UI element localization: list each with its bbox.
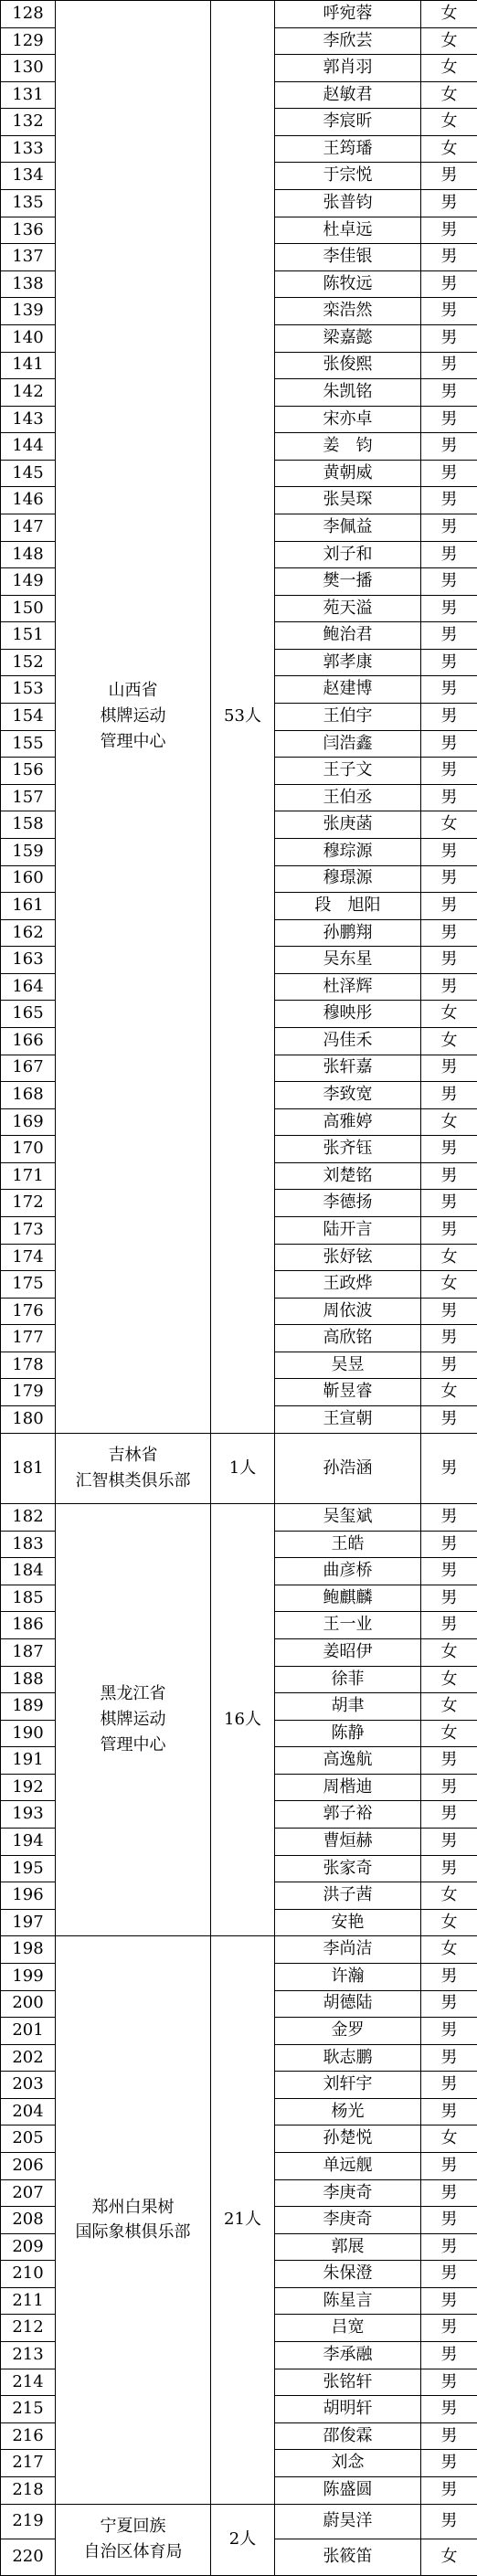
table-row xyxy=(1,1433,477,1503)
serial-number-cell: 140 xyxy=(1,324,56,352)
serial-number-cell: 129 xyxy=(1,27,56,55)
gender-cell: 男 xyxy=(421,730,477,758)
serial-number-cell: 217 xyxy=(1,2450,56,2477)
unit-cell: 郑州白果树 国际象棋俱乐部 xyxy=(56,1936,211,2504)
serial-number-cell: 148 xyxy=(1,541,56,568)
gender-cell: 男 xyxy=(421,1990,477,2018)
serial-number-cell: 213 xyxy=(1,2342,56,2369)
gender-cell: 男 xyxy=(421,1162,477,1190)
gender-cell: 女 xyxy=(421,1027,477,1055)
serial-number-cell: 130 xyxy=(1,55,56,82)
gender-cell: 女 xyxy=(421,1909,477,1936)
serial-number-cell: 196 xyxy=(1,1882,56,1910)
gender-cell: 男 xyxy=(421,1055,477,1082)
serial-number-cell: 162 xyxy=(1,919,56,947)
serial-number-cell: 170 xyxy=(1,1136,56,1163)
participant-name-cell: 周楷迪 xyxy=(275,1774,421,1801)
participant-name-cell: 王一业 xyxy=(275,1612,421,1639)
gender-cell: 男 xyxy=(421,1963,477,1990)
serial-number-cell: 184 xyxy=(1,1558,56,1585)
participant-name-cell: 段 旭阳 xyxy=(275,893,421,920)
participant-name-cell: 洪子茜 xyxy=(275,1882,421,1910)
serial-number-cell: 205 xyxy=(1,2125,56,2153)
serial-number-cell: 208 xyxy=(1,2207,56,2234)
serial-number-cell: 168 xyxy=(1,1082,56,1109)
participant-name-cell: 王伯宇 xyxy=(275,704,421,731)
gender-cell: 女 xyxy=(421,1379,477,1406)
participant-name-cell: 姜 钧 xyxy=(275,433,421,461)
serial-number-cell: 136 xyxy=(1,217,56,244)
participant-name-cell: 徐菲 xyxy=(275,1666,421,1693)
participant-name-cell: 许瀚 xyxy=(275,1963,421,1990)
serial-number-cell: 142 xyxy=(1,379,56,407)
gender-cell: 男 xyxy=(421,244,477,271)
participant-name-cell: 吴玺斌 xyxy=(275,1504,421,1532)
serial-number-cell: 181 xyxy=(1,1433,56,1503)
participant-name-cell: 孙楚悦 xyxy=(275,2125,421,2153)
participant-name-cell: 张妤铉 xyxy=(275,1244,421,1271)
serial-number-cell: 135 xyxy=(1,190,56,217)
gender-cell: 男 xyxy=(421,2315,477,2342)
gender-cell: 男 xyxy=(421,1531,477,1558)
participant-name-cell: 赵敏君 xyxy=(275,81,421,109)
participant-name-cell: 单远舰 xyxy=(275,2152,421,2179)
participant-name-cell: 冯佳禾 xyxy=(275,1027,421,1055)
serial-number-cell: 179 xyxy=(1,1379,56,1406)
serial-number-cell: 156 xyxy=(1,758,56,785)
participant-name-cell: 李欣芸 xyxy=(275,27,421,55)
gender-cell: 男 xyxy=(421,704,477,731)
gender-cell: 男 xyxy=(421,1855,477,1882)
participant-name-cell: 刘楚铭 xyxy=(275,1162,421,1190)
participant-name-cell: 于宗悦 xyxy=(275,163,421,190)
participant-name-cell: 孙鹏翔 xyxy=(275,919,421,947)
serial-number-cell: 183 xyxy=(1,1531,56,1558)
serial-number-cell: 146 xyxy=(1,487,56,514)
participant-name-cell: 安艳 xyxy=(275,1909,421,1936)
serial-number-cell: 161 xyxy=(1,893,56,920)
participant-name-cell: 曲彦桥 xyxy=(275,1558,421,1585)
serial-number-cell: 154 xyxy=(1,704,56,731)
participant-name-cell: 李宸昕 xyxy=(275,109,421,136)
gender-cell: 女 xyxy=(421,27,477,55)
serial-number-cell: 134 xyxy=(1,163,56,190)
gender-cell: 男 xyxy=(421,1406,477,1434)
gender-cell: 男 xyxy=(421,460,477,487)
serial-number-cell: 214 xyxy=(1,2369,56,2396)
participant-name-cell: 李佳银 xyxy=(275,244,421,271)
serial-number-cell: 204 xyxy=(1,2098,56,2125)
serial-number-cell: 210 xyxy=(1,2261,56,2288)
gender-cell: 女 xyxy=(421,81,477,109)
serial-number-cell: 211 xyxy=(1,2287,56,2315)
gender-cell: 女 xyxy=(421,1244,477,1271)
gender-cell: 男 xyxy=(421,784,477,811)
participant-name-cell: 陆开言 xyxy=(275,1217,421,1245)
participant-name-cell: 朱凯铭 xyxy=(275,379,421,407)
headcount-cell: 16人 xyxy=(211,1504,275,1936)
serial-number-cell: 143 xyxy=(1,406,56,433)
participant-name-cell: 李德扬 xyxy=(275,1190,421,1217)
serial-number-cell: 190 xyxy=(1,1720,56,1747)
serial-number-cell: 145 xyxy=(1,460,56,487)
gender-cell: 男 xyxy=(421,190,477,217)
serial-number-cell: 167 xyxy=(1,1055,56,1082)
serial-number-cell: 209 xyxy=(1,2233,56,2261)
participant-name-cell: 曹烜赫 xyxy=(275,1829,421,1856)
participant-name-cell: 张铭轩 xyxy=(275,2369,421,2396)
participant-name-cell: 张庚菡 xyxy=(275,811,421,839)
participant-name-cell: 孙浩涵 xyxy=(275,1433,421,1503)
gender-cell: 男 xyxy=(421,270,477,298)
serial-number-cell: 195 xyxy=(1,1855,56,1882)
participant-name-cell: 宋亦卓 xyxy=(275,406,421,433)
participant-name-cell: 王宣朝 xyxy=(275,1406,421,1434)
participant-name-cell: 吴东星 xyxy=(275,947,421,974)
serial-number-cell: 133 xyxy=(1,135,56,163)
participant-name-cell: 陈星言 xyxy=(275,2287,421,2315)
gender-cell: 男 xyxy=(421,758,477,785)
participant-name-cell: 周依波 xyxy=(275,1298,421,1325)
participant-name-cell: 张家奇 xyxy=(275,1855,421,1882)
serial-number-cell: 193 xyxy=(1,1801,56,1829)
gender-cell: 男 xyxy=(421,2233,477,2261)
gender-cell: 男 xyxy=(421,1747,477,1775)
serial-number-cell: 169 xyxy=(1,1108,56,1136)
serial-number-cell: 178 xyxy=(1,1352,56,1379)
gender-cell: 男 xyxy=(421,1136,477,1163)
participant-name-cell: 鲍治君 xyxy=(275,622,421,650)
serial-number-cell: 174 xyxy=(1,1244,56,1271)
participant-name-cell: 邵俊霖 xyxy=(275,2422,421,2450)
serial-number-cell: 132 xyxy=(1,109,56,136)
headcount-cell: 53人 xyxy=(211,1,275,1434)
participant-name-cell: 王筠璠 xyxy=(275,135,421,163)
participant-name-cell: 穆琮源 xyxy=(275,838,421,865)
participant-name-cell: 杨光 xyxy=(275,2098,421,2125)
gender-cell: 男 xyxy=(421,433,477,461)
serial-number-cell: 194 xyxy=(1,1829,56,1856)
gender-cell: 男 xyxy=(421,2422,477,2450)
participant-name-cell: 杜卓远 xyxy=(275,217,421,244)
gender-cell: 男 xyxy=(421,2261,477,2288)
gender-cell: 男 xyxy=(421,487,477,514)
serial-number-cell: 141 xyxy=(1,352,56,379)
serial-number-cell: 218 xyxy=(1,2476,56,2504)
participant-name-cell: 陈牧远 xyxy=(275,270,421,298)
serial-number-cell: 212 xyxy=(1,2315,56,2342)
gender-cell: 男 xyxy=(421,1558,477,1585)
serial-number-cell: 138 xyxy=(1,270,56,298)
serial-number-cell: 189 xyxy=(1,1693,56,1721)
participant-name-cell: 金罗 xyxy=(275,2018,421,2045)
serial-number-cell: 207 xyxy=(1,2179,56,2207)
participant-name-cell: 呼宛蓉 xyxy=(275,1,421,28)
serial-number-cell: 188 xyxy=(1,1666,56,1693)
serial-number-cell: 180 xyxy=(1,1406,56,1434)
participant-name-cell: 梁嘉懿 xyxy=(275,324,421,352)
participant-name-cell: 高雅婷 xyxy=(275,1108,421,1136)
serial-number-cell: 152 xyxy=(1,649,56,676)
participant-name-cell: 朱保澄 xyxy=(275,2261,421,2288)
participant-name-cell: 栾浩然 xyxy=(275,298,421,325)
serial-number-cell: 155 xyxy=(1,730,56,758)
gender-cell: 女 xyxy=(421,811,477,839)
participant-name-cell: 苑天溢 xyxy=(275,595,421,622)
gender-cell: 男 xyxy=(421,1433,477,1503)
unit-cell: 吉林省 汇智棋类俱乐部 xyxy=(56,1433,211,1503)
serial-number-cell: 185 xyxy=(1,1585,56,1612)
participant-name-cell: 蔚昊洋 xyxy=(275,2504,421,2539)
serial-number-cell: 172 xyxy=(1,1190,56,1217)
unit-cell: 山西省 棋牌运动 管理中心 xyxy=(56,1,211,1434)
participant-name-cell: 刘念 xyxy=(275,2450,421,2477)
participant-name-cell: 李佩益 xyxy=(275,514,421,541)
gender-cell: 男 xyxy=(421,541,477,568)
gender-cell: 男 xyxy=(421,947,477,974)
gender-cell: 女 xyxy=(421,55,477,82)
serial-number-cell: 173 xyxy=(1,1217,56,1245)
gender-cell: 男 xyxy=(421,2018,477,2045)
serial-number-cell: 159 xyxy=(1,838,56,865)
gender-cell: 男 xyxy=(421,568,477,596)
participant-name-cell: 张筱笛 xyxy=(275,2539,421,2576)
gender-cell: 男 xyxy=(421,919,477,947)
table-row xyxy=(1,1936,477,1964)
serial-number-cell: 201 xyxy=(1,2018,56,2045)
gender-cell: 男 xyxy=(421,838,477,865)
serial-number-cell: 182 xyxy=(1,1504,56,1532)
serial-number-cell: 139 xyxy=(1,298,56,325)
gender-cell: 男 xyxy=(421,1190,477,1217)
serial-number-cell: 187 xyxy=(1,1639,56,1667)
gender-cell: 男 xyxy=(421,1325,477,1352)
gender-cell: 男 xyxy=(421,1774,477,1801)
participant-name-cell: 王政烨 xyxy=(275,1271,421,1299)
serial-number-cell: 191 xyxy=(1,1747,56,1775)
serial-number-cell: 175 xyxy=(1,1271,56,1299)
gender-cell: 女 xyxy=(421,1936,477,1964)
table-row xyxy=(1,2504,477,2539)
gender-cell: 女 xyxy=(421,1720,477,1747)
gender-cell: 男 xyxy=(421,217,477,244)
serial-number-cell: 215 xyxy=(1,2396,56,2423)
participant-name-cell: 刘子和 xyxy=(275,541,421,568)
gender-cell: 男 xyxy=(421,163,477,190)
gender-cell: 男 xyxy=(421,298,477,325)
serial-number-cell: 176 xyxy=(1,1298,56,1325)
serial-number-cell: 144 xyxy=(1,433,56,461)
serial-number-cell: 149 xyxy=(1,568,56,596)
participant-name-cell: 高欣铭 xyxy=(275,1325,421,1352)
serial-number-cell: 219 xyxy=(1,2504,56,2539)
serial-number-cell: 206 xyxy=(1,2152,56,2179)
gender-cell: 男 xyxy=(421,1612,477,1639)
gender-cell: 男 xyxy=(421,1082,477,1109)
participant-name-cell: 靳昱睿 xyxy=(275,1379,421,1406)
gender-cell: 男 xyxy=(421,2396,477,2423)
participant-name-cell: 陈盛圆 xyxy=(275,2476,421,2504)
participant-name-cell: 李庚奇 xyxy=(275,2207,421,2234)
gender-cell: 女 xyxy=(421,1108,477,1136)
serial-number-cell: 198 xyxy=(1,1936,56,1964)
participant-name-cell: 黄朝威 xyxy=(275,460,421,487)
participant-name-cell: 穆璟源 xyxy=(275,865,421,893)
participant-name-cell: 樊一播 xyxy=(275,568,421,596)
gender-cell: 男 xyxy=(421,2504,477,2539)
participant-name-cell: 张轩嘉 xyxy=(275,1055,421,1082)
gender-cell: 男 xyxy=(421,2044,477,2072)
participant-name-cell: 张齐钰 xyxy=(275,1136,421,1163)
gender-cell: 男 xyxy=(421,2179,477,2207)
serial-number-cell: 186 xyxy=(1,1612,56,1639)
gender-cell: 男 xyxy=(421,406,477,433)
gender-cell: 男 xyxy=(421,1829,477,1856)
serial-number-cell: 202 xyxy=(1,2044,56,2072)
gender-cell: 女 xyxy=(421,135,477,163)
gender-cell: 男 xyxy=(421,2098,477,2125)
serial-number-cell: 158 xyxy=(1,811,56,839)
serial-number-cell: 171 xyxy=(1,1162,56,1190)
headcount-cell: 1人 xyxy=(211,1433,275,1503)
gender-cell: 男 xyxy=(421,1585,477,1612)
serial-number-cell: 192 xyxy=(1,1774,56,1801)
participant-name-cell: 吕宽 xyxy=(275,2315,421,2342)
gender-cell: 男 xyxy=(421,2369,477,2396)
participant-name-cell: 王伯丞 xyxy=(275,784,421,811)
gender-cell: 男 xyxy=(421,649,477,676)
serial-number-cell: 199 xyxy=(1,1963,56,1990)
table-row xyxy=(1,1504,477,1532)
gender-cell: 男 xyxy=(421,676,477,704)
serial-number-cell: 157 xyxy=(1,784,56,811)
serial-number-cell: 160 xyxy=(1,865,56,893)
serial-number-cell: 128 xyxy=(1,1,56,28)
participant-name-cell: 胡聿 xyxy=(275,1693,421,1721)
participant-name-cell: 姜昭伊 xyxy=(275,1639,421,1667)
gender-cell: 男 xyxy=(421,1504,477,1532)
serial-number-cell: 153 xyxy=(1,676,56,704)
unit-cell: 宁夏回族 自治区体育局 xyxy=(56,2504,211,2576)
serial-number-cell: 197 xyxy=(1,1909,56,1936)
gender-cell: 男 xyxy=(421,1352,477,1379)
participant-name-cell: 刘轩宇 xyxy=(275,2072,421,2099)
participant-name-cell: 杜泽辉 xyxy=(275,973,421,1001)
gender-cell: 男 xyxy=(421,514,477,541)
gender-cell: 女 xyxy=(421,2125,477,2153)
gender-cell: 女 xyxy=(421,1882,477,1910)
gender-cell: 男 xyxy=(421,324,477,352)
serial-number-cell: 216 xyxy=(1,2422,56,2450)
gender-cell: 男 xyxy=(421,2152,477,2179)
gender-cell: 男 xyxy=(421,1801,477,1829)
headcount-cell: 2人 xyxy=(211,2504,275,2576)
gender-cell: 女 xyxy=(421,1639,477,1667)
gender-cell: 女 xyxy=(421,1666,477,1693)
participant-name-cell: 陈静 xyxy=(275,1720,421,1747)
gender-cell: 男 xyxy=(421,2476,477,2504)
gender-cell: 男 xyxy=(421,2450,477,2477)
gender-cell: 男 xyxy=(421,2342,477,2369)
serial-number-cell: 166 xyxy=(1,1027,56,1055)
participant-name-cell: 郭展 xyxy=(275,2233,421,2261)
participant-name-cell: 张普钧 xyxy=(275,190,421,217)
gender-cell: 女 xyxy=(421,2539,477,2576)
table-body xyxy=(1,1,477,2576)
gender-cell: 女 xyxy=(421,1271,477,1299)
table-row xyxy=(1,1,477,28)
serial-number-cell: 147 xyxy=(1,514,56,541)
serial-number-cell: 131 xyxy=(1,81,56,109)
gender-cell: 男 xyxy=(421,973,477,1001)
participant-name-cell: 胡明轩 xyxy=(275,2396,421,2423)
serial-number-cell: 200 xyxy=(1,1990,56,2018)
participant-name-cell: 鲍麒麟 xyxy=(275,1585,421,1612)
gender-cell: 男 xyxy=(421,2287,477,2315)
serial-number-cell: 177 xyxy=(1,1325,56,1352)
participant-name-cell: 张昊琛 xyxy=(275,487,421,514)
participant-name-cell: 耿志鹏 xyxy=(275,2044,421,2072)
participant-name-cell: 郭子裕 xyxy=(275,1801,421,1829)
participant-name-cell: 郭肖羽 xyxy=(275,55,421,82)
serial-number-cell: 165 xyxy=(1,1001,56,1028)
gender-cell: 男 xyxy=(421,1217,477,1245)
gender-cell: 男 xyxy=(421,2207,477,2234)
gender-cell: 男 xyxy=(421,379,477,407)
unit-cell: 黑龙江省 棋牌运动 管理中心 xyxy=(56,1504,211,1936)
participant-name-cell: 郭孝康 xyxy=(275,649,421,676)
participant-name-cell: 李承融 xyxy=(275,2342,421,2369)
gender-cell: 男 xyxy=(421,595,477,622)
participant-name-cell: 李庚奇 xyxy=(275,2179,421,2207)
serial-number-cell: 220 xyxy=(1,2539,56,2576)
gender-cell: 男 xyxy=(421,865,477,893)
participant-name-cell: 胡德陆 xyxy=(275,1990,421,2018)
participant-name-cell: 李致宽 xyxy=(275,1082,421,1109)
serial-number-cell: 163 xyxy=(1,947,56,974)
gender-cell: 女 xyxy=(421,109,477,136)
participant-name-cell: 李尚洁 xyxy=(275,1936,421,1964)
gender-cell: 女 xyxy=(421,1001,477,1028)
participant-name-cell: 王子文 xyxy=(275,758,421,785)
participant-name-cell: 吴昱 xyxy=(275,1352,421,1379)
participant-name-cell: 张俊熙 xyxy=(275,352,421,379)
participant-name-cell: 穆映彤 xyxy=(275,1001,421,1028)
participant-name-cell: 闫浩鑫 xyxy=(275,730,421,758)
gender-cell: 男 xyxy=(421,893,477,920)
gender-cell: 男 xyxy=(421,2072,477,2099)
serial-number-cell: 164 xyxy=(1,973,56,1001)
headcount-cell: 21人 xyxy=(211,1936,275,2504)
participant-name-cell: 王皓 xyxy=(275,1531,421,1558)
serial-number-cell: 137 xyxy=(1,244,56,271)
gender-cell: 男 xyxy=(421,352,477,379)
serial-number-cell: 203 xyxy=(1,2072,56,2099)
gender-cell: 男 xyxy=(421,622,477,650)
participant-name-cell: 高逸航 xyxy=(275,1747,421,1775)
serial-number-cell: 151 xyxy=(1,622,56,650)
gender-cell: 女 xyxy=(421,1,477,28)
participant-name-cell: 赵建博 xyxy=(275,676,421,704)
gender-cell: 男 xyxy=(421,1298,477,1325)
serial-number-cell: 150 xyxy=(1,595,56,622)
gender-cell: 女 xyxy=(421,1693,477,1721)
